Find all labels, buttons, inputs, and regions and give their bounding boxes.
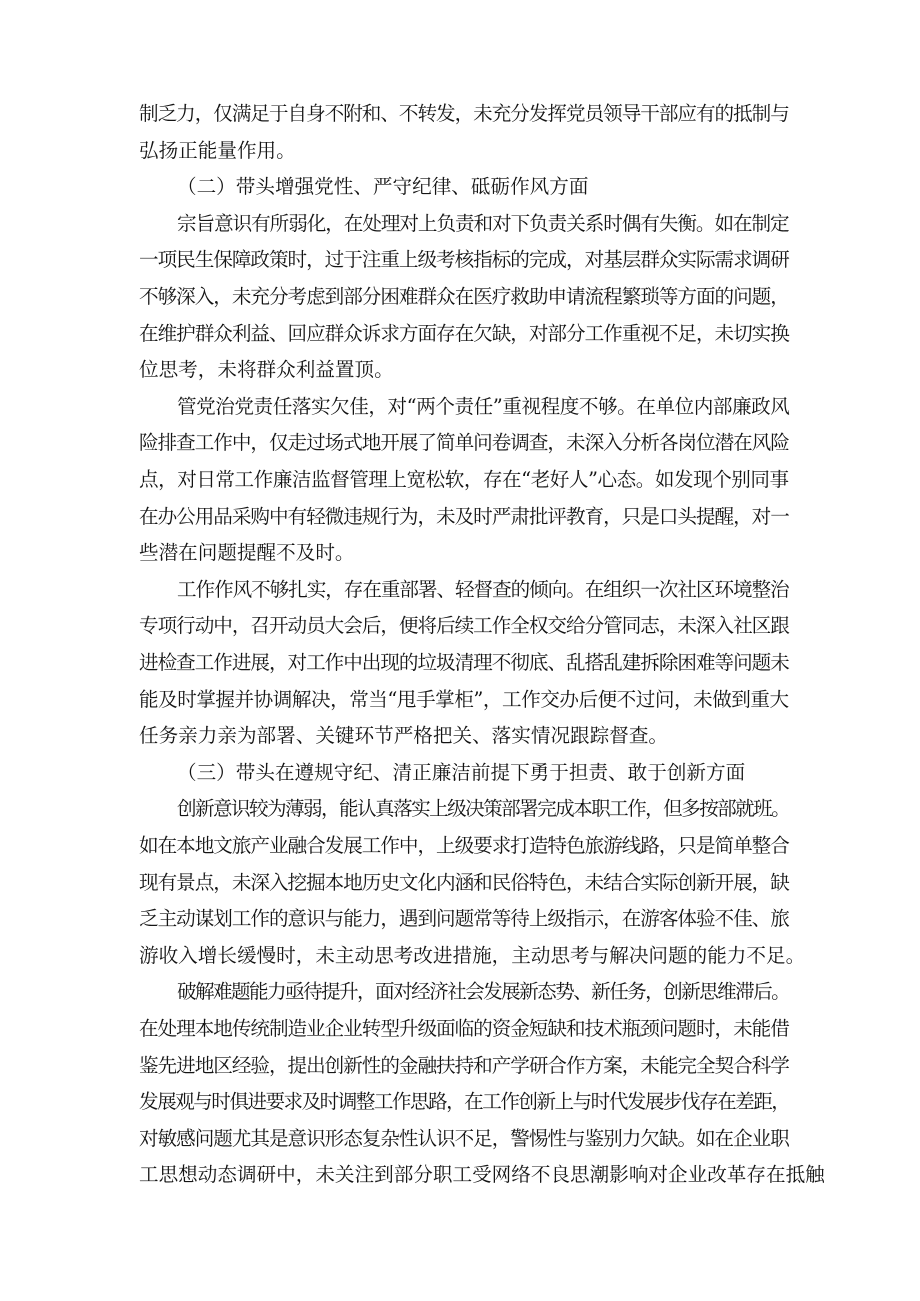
paragraph-line: 不够深入，未充分考虑到部分困难群众在医疗救助申请流程繁琐等方面的问题， — [139, 285, 789, 308]
paragraph-line: 任务亲力亲为部署、关键环节严格把关、落实情况跟踪督查。 — [139, 724, 669, 748]
paragraph-line: 对敏感问题尤其是意识形态复杂性认识不足，警惕性与鉴别力欠缺。如在企业职 — [139, 1126, 789, 1150]
paragraph-line: 制乏力，仅满足于自身不附和、不转发，未充分发挥党员领导干部应有的抵制与 — [139, 102, 789, 125]
paragraph-line: 宗旨意识有所弱化，在处理对上负责和对下负责关系时偶有失衡。如在制定 — [177, 211, 789, 235]
paragraph-line: 在维护群众利益、回应群众诉求方面存在欠缺，对部分工作重视不足，未切实换 — [139, 321, 789, 345]
paragraph-line: 管党治党责任落实欠佳，对“两个责任”重视程度不够。在单位内部廉政风 — [177, 394, 790, 418]
section-heading: （二）带头增强党性、严守纪律、砥砺作风方面 — [177, 175, 589, 199]
paragraph-line: 破解难题能力亟待提升，面对经济社会发展新态势、新任务，创新思维滞后。 — [177, 980, 790, 1004]
paragraph-line: 在办公用品采购中有轻微违规行为，未及时严肃批评教育，只是口头提醒，对一 — [139, 504, 789, 528]
paragraph-line: 工作作风不够扎实，存在重部署、轻督查的倾向。在组织一次社区环境整治 — [177, 577, 789, 601]
paragraph-line: 创新意识较为薄弱，能认真落实上级决策部署完成本职工作，但多按部就班。 — [177, 797, 790, 821]
paragraph-line: 发展观与时俱进要求及时调整工作思路，在工作创新上与时代发展步伐存在差距， — [139, 1090, 790, 1114]
paragraph-line: 能及时掌握并协调解决，常当“甩手掌柜”，工作交办后便不过问，未做到重大 — [139, 687, 789, 711]
paragraph-line: 进检查工作进展，对工作中出现的垃圾清理不彻底、乱搭乱建拆除困难等问题未 — [139, 651, 789, 674]
paragraph-line: 点，对日常工作廉洁监督管理上宽松软，存在“老好人”心态。如发现个别同事 — [139, 468, 789, 491]
section-heading: （三）带头在遵规守纪、清正廉洁前提下勇于担责、敢于创新方面 — [177, 760, 746, 784]
paragraph-line: 乏主动谋划工作的意识与能力，遇到问题常等待上级指示，在游客体验不佳、旅 — [139, 907, 789, 931]
paragraph-line: 现有景点，未深入挖掘本地历史文化内涵和民俗特色，未结合实际创新开展，缺 — [139, 870, 789, 894]
paragraph-line: 险排查工作中，仅走过场式地开展了简单问卷调查，未深入分析各岗位潜在风险 — [139, 431, 789, 455]
paragraph-line: 专项行动中，召开动员大会后，便将后续工作全权交给分管同志，未深入社区跟 — [139, 614, 789, 638]
paragraph-line: 在处理本地传统制造业企业转型升级面临的资金短缺和技术瓶颈问题时，未能借 — [139, 1017, 789, 1040]
paragraph-line: 些潜在问题提醒不及时。 — [139, 541, 355, 565]
paragraph-line: 位思考，未将群众利益置顶。 — [139, 358, 394, 382]
paragraph-line: 如在本地文旅产业融合发展工作中，上级要求打造特色旅游线路，只是简单整合 — [139, 834, 789, 857]
paragraph-line: 鉴先进地区经验，提出创新性的金融扶持和产学研合作方案，未能完全契合科学 — [139, 1053, 789, 1077]
paragraph-line: 弘扬正能量作用。 — [139, 138, 296, 162]
paragraph-line: 工思想动态调研中，未关注到部分职工受网络不良思潮影响对企业改革存在抵触 — [139, 1163, 825, 1187]
paragraph-line: 一项民生保障政策时，过于注重上级考核指标的完成，对基层群众实际需求调研 — [139, 248, 789, 272]
paragraph-line: 游收入增长缓慢时，未主动思考改进措施，主动思考与解决问题的能力不足。 — [139, 943, 806, 967]
